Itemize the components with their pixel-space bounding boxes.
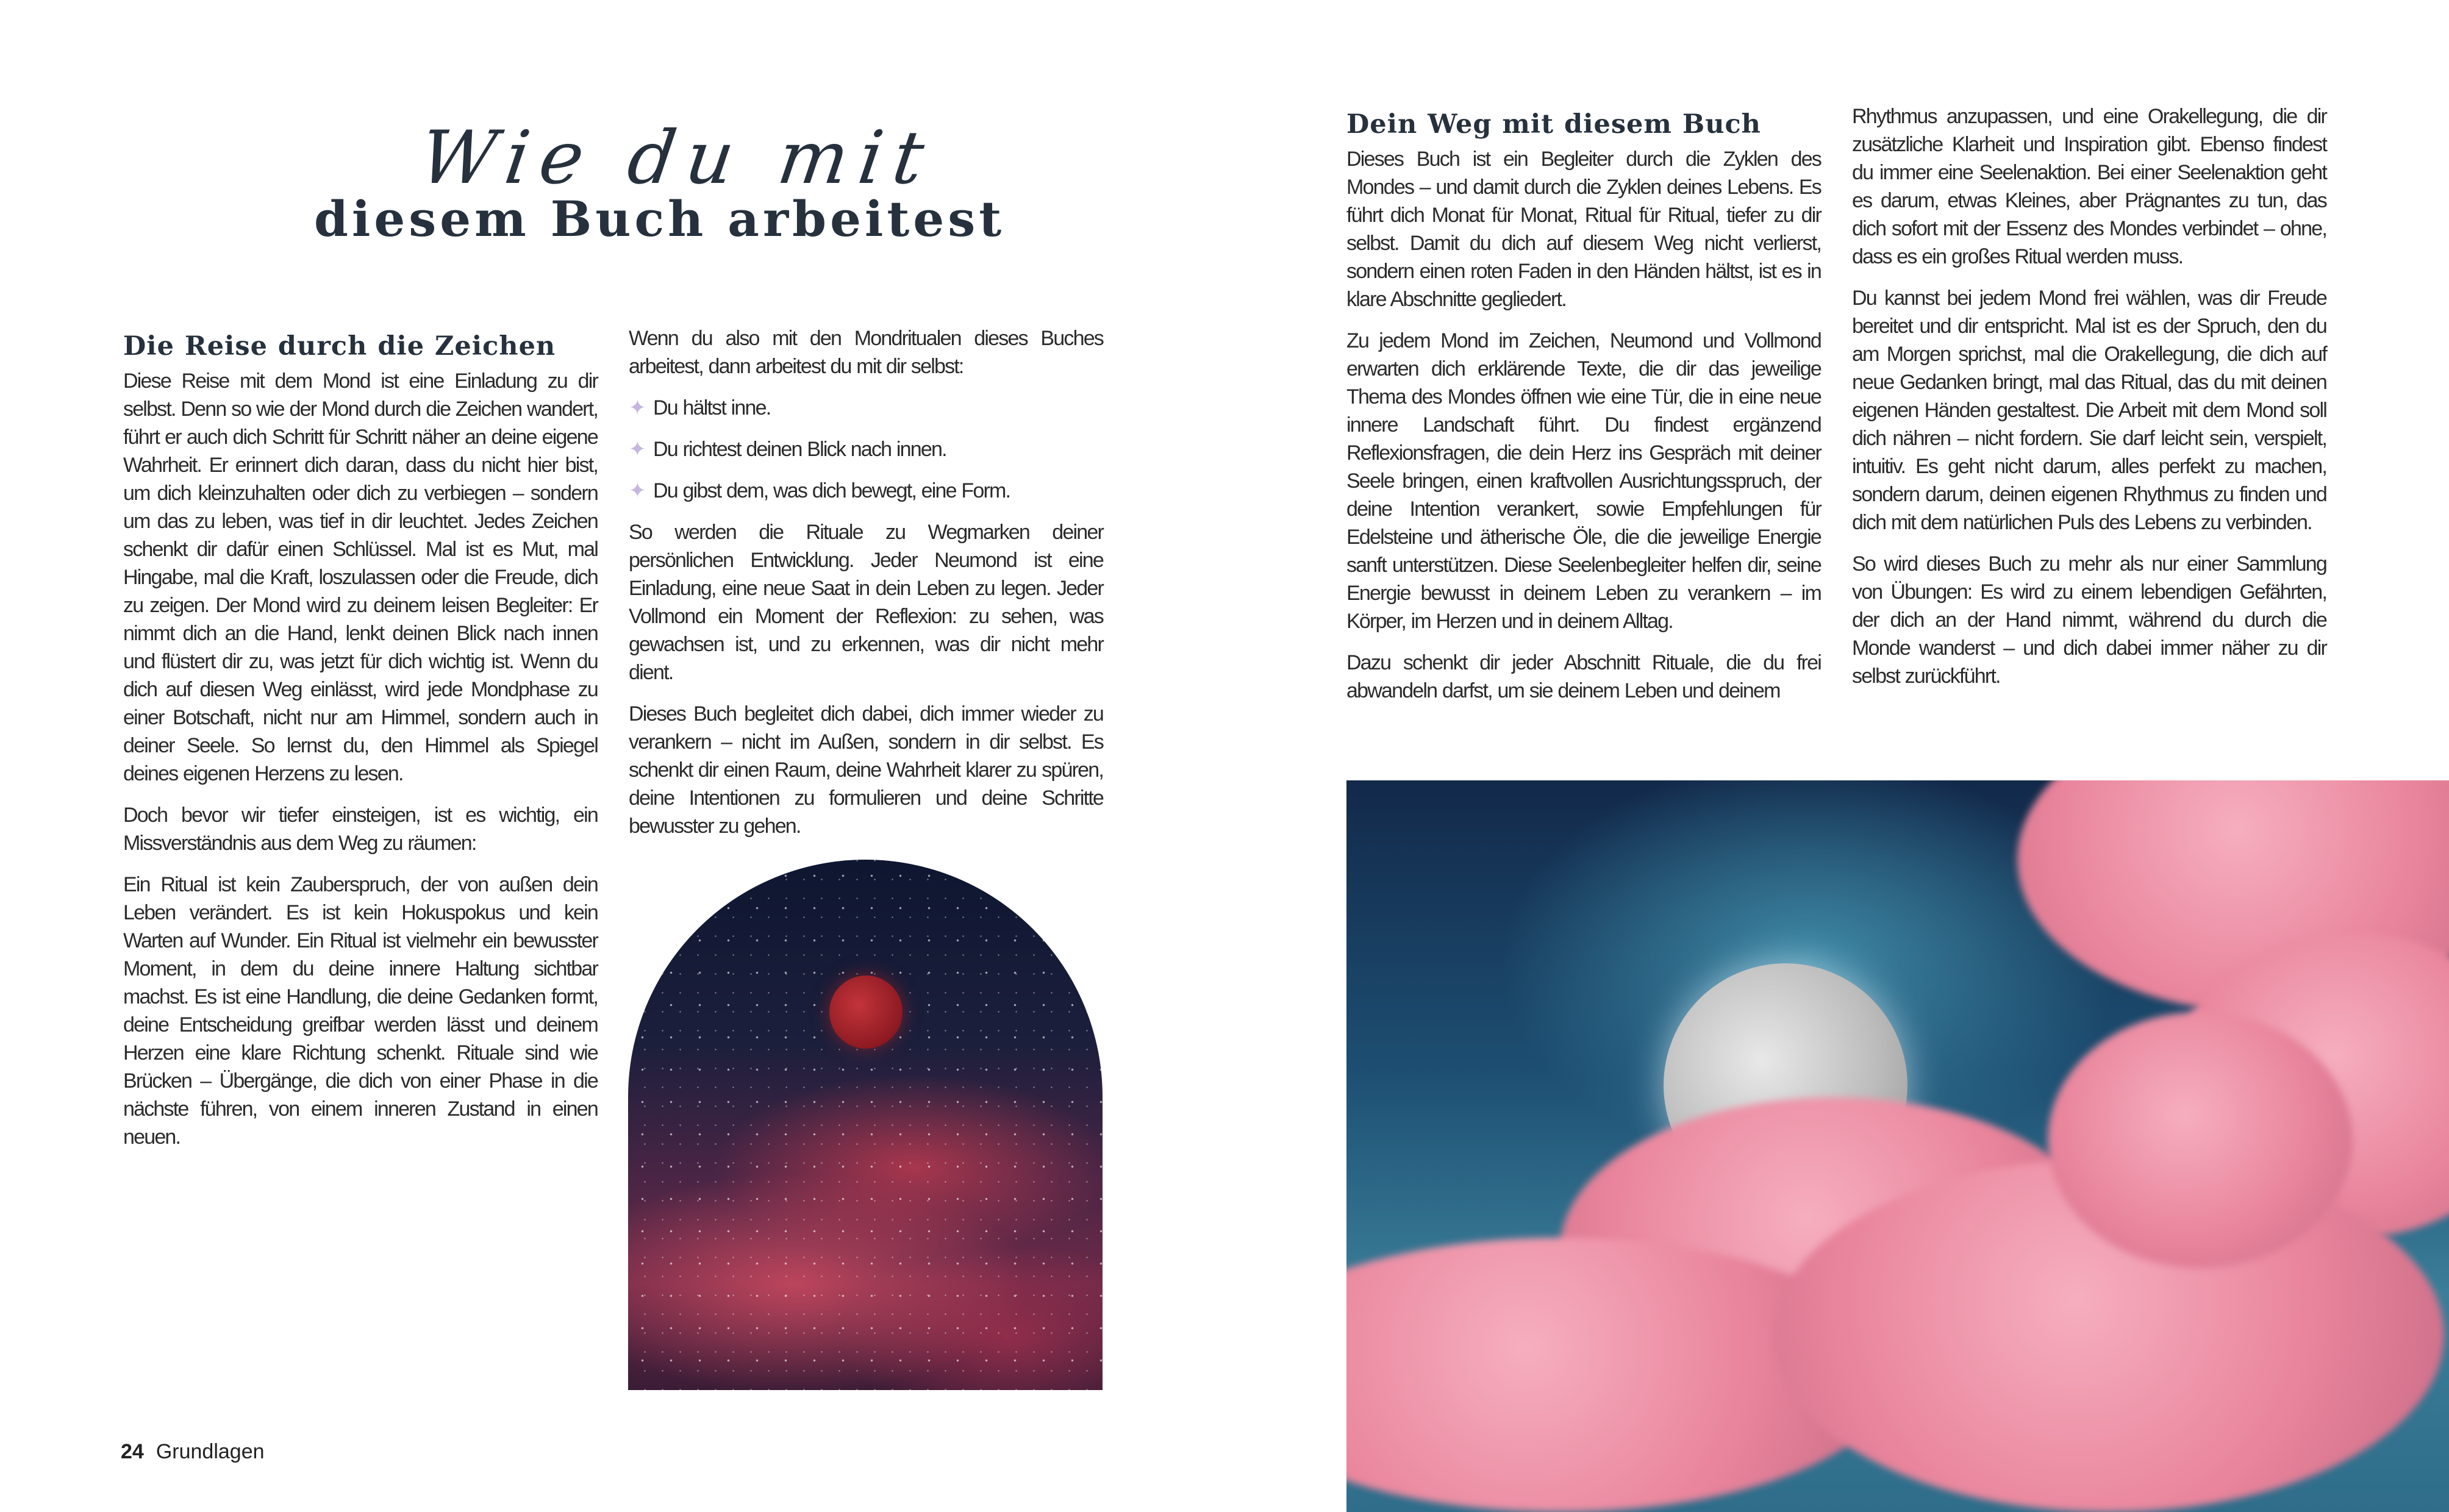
paragraph: Doch bevor wir tiefer einsteigen, ist es wichtig, ein Missverständnis aus dem Weg zu räumen: (123, 804, 598, 855)
paragraph: Dieses Buch begleitet dich dabei, dich immer wieder zu verankern – nicht im Außen, sondern in dir selbst. Es schenkt dir einen Raum, deine Wahrheit klarer zu spüren, deine Intentionen zu formulieren und deine Schritte bewusster zu gehen. (629, 702, 1103, 838)
script-title: Wie du mit (415, 116, 940, 201)
list-item-text: Du richtest deinen Blick nach innen. (653, 438, 946, 461)
paragraph: Ein Ritual ist kein Zauberspruch, der von außen dein Leben verändert. Es ist kein Hokuspokus und kein Warten auf Wunder. Ein Ritual ist vielmehr ein bewusster Moment, in dem du deine innere Haltung sichtbar machst. Es ist eine Handlung, die deine Gedanken formt, deine Entscheidung greifbar werden lässt und deinem Herzen eine klare Richtung schenkt. Rituale sind wie Brücken – Übergänge, die dich von einer Phase in die nächste führen, von einem inneren Zustand in einen neuen. (123, 873, 598, 1149)
paragraph: Zu jedem Mond im Zeichen, Neumond und Vollmond erwarten dich erklärende Texte, die dir das jeweilige Thema des Mondes öffnen wie eine Tür, die in eine neue innere Landschaft führt. Du findest ergänzend Reflexionsfragen, die dein Herz ins Gespräch mit deiner Seele bringen, einen kraftvollen Ausrichtungsspruch, der deine Intention verankert, sowie Empfehlungen für Edelsteine und ätherische Öle, die die jeweilige Energie sanft unterstützen. Diese Seelenbegleiter helfen dir, seine Energie bewusst in deinem Leben zu verankern – im Körper, im Herzen und in deinem Alltag. (1346, 329, 1821, 633)
paragraph: Du kannst bei jedem Mond frei wählen, was dir Freude bereitet und dir entspricht. Mal ist es der Spruch, den du am Morgen sprichst, mal die Orakellegung, die dich auf neue Gedanken bringt, mal das Ritual, das du mit deinen eigenen Händen gestaltest. Die Arbeit mit dem Mond soll dich nähren – nicht fordern. Sie darf leicht sein, verspielt, intuitiv. Es geht nicht darum, alles perfekt zu machen, sondern darum, deinen eigenen Rhythmus zu finden und dich mit dem natürlichen Puls des Lebens zu verbinden. (1852, 287, 2326, 534)
middle-column (629, 324, 1103, 854)
paragraph: So wird dieses Buch zu mehr als nur einer Sammlung von Übungen: Es wird zu einem lebendigen Gefährten, der dich an der Hand nimmt, während du durch die Monde wanderst – und dich dabei immer näher zu dir selbst zurückführt. (1852, 552, 2326, 688)
right-column-1 (1346, 107, 1821, 718)
full-moon-clouds-image (1346, 780, 2449, 1512)
list-item (629, 394, 1103, 422)
stars-decoration (628, 860, 1103, 1390)
paragraph: Diese Reise mit dem Mond ist eine Einladung zu dir selbst. Denn so wie der Mond durch die Zeichen wandert, führt er auch dich Schritt für Schritt näher an deine eigene Wahrheit. Er erinnert dich daran, dass du nicht hier bist, um dich kleinzuhalten oder dich zu verbiegen – sondern um das zu leben, was tief in dir leuchtet. Jedes Zeichen schenkt dir dafür einen Schlüssel. Mal ist es Mut, mal Hingabe, mal die Kraft, loszulassen oder die Freude, dich zu zeigen. Der Mond wird zu deinem leisen Begleiter: Er nimmt dich an die Hand, lenkt deinen Blick nach innen und flüstert dir zu, was jetzt für dich wichtig ist. Wenn du dich auf diesen Weg einlässt, wird jede Mondphase zu einer Botschaft, nicht nur am Himmel, sondern auch in deiner Seele. So lernst du, den Himmel als Spiegel deines eigenen Herzens zu lesen. (123, 369, 598, 785)
paragraph: Dazu schenkt dir jeder Abschnitt Rituale, die du frei abwandeln darfst, um sie deinem Leben und deinem (1346, 651, 1821, 702)
sparkle-star-icon: ✦ (629, 479, 645, 502)
arched-night-sky-image (628, 860, 1103, 1390)
section-heading: Dein Weg mit diesem Buch (1346, 109, 1761, 140)
page-title: diesem Buch arbeitest (314, 190, 1006, 248)
section-heading: Die Reise durch die Zeichen (123, 331, 556, 362)
page-footer (121, 1440, 265, 1464)
list-item-text: Du hältst inne. (653, 396, 771, 419)
list-item (629, 435, 1103, 463)
paragraph: Dieses Buch ist ein Begleiter durch die Zyklen des Mondes – und damit durch die Zyklen deines Lebens. Es führt dich Monat für Monat, Ritual für Ritual, tiefer zu dir selbst. Damit du dich auf diesem Weg nicht verlierst, sondern einen roten Faden in den Händen hältst, ist es in klare Abschnitte gegliedert. (1346, 148, 1821, 311)
page-number: 24 (121, 1440, 144, 1463)
right-column-2 (1852, 102, 2326, 704)
red-moon (829, 975, 903, 1049)
paragraph: Rhythmus anzupassen, und eine Orakellegung, die dir zusätzliche Klarheit und Inspiration gibt. Ebenso findest du immer eine Seelenaktion. Bei einer Seelenaktion geht es darum, etwas Kleines, aber Prägnantes zu tun, das dich sofort mit der Essenz des Mondes verbindet – ohne, dass es ein großes Ritual werden muss. (1852, 105, 2326, 268)
sparkle-star-icon: ✦ (629, 396, 645, 419)
paragraph: Wenn du also mit den Mondritualen dieses Buches arbeitest, dann arbeitest du mit dir selbst: (629, 327, 1103, 378)
bullet-list (629, 394, 1103, 505)
paragraph: So werden die Rituale zu Wegmarken deiner persönlichen Entwicklung. Jeder Neumond ist eine Einladung, eine neue Saat in dein Leben zu legen. Jeder Vollmond ein Moment der Reflexion: zu sehen, was gewachsen ist, und zu erkennen, was dir nicht mehr dient. (629, 521, 1103, 684)
left-column (123, 329, 598, 1164)
list-item (629, 477, 1103, 505)
sparkle-star-icon: ✦ (629, 438, 645, 461)
section-name: Grundlagen (156, 1440, 265, 1463)
list-item-text: Du gibst dem, was dich bewegt, eine Form. (653, 479, 1010, 502)
cloud (2048, 1012, 2353, 1268)
